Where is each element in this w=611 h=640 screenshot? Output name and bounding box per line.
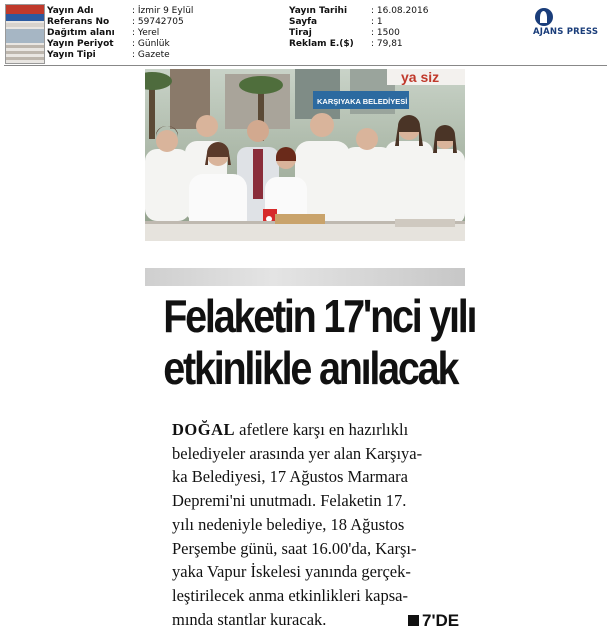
meta-row [289, 17, 428, 28]
square-bullet-icon [408, 615, 419, 626]
meta-value: : Günlük [132, 39, 170, 49]
meta-label: Sayfa [289, 17, 318, 27]
municipality-sign-text: KARŞIYAKA BELEDİYESİ [317, 97, 408, 106]
meta-row [47, 50, 193, 61]
meta-value: : 79,81 [371, 39, 403, 49]
body-line: yaka Vapur İskelesi yanında gerçek- [172, 562, 411, 582]
logo-icon [535, 8, 553, 26]
meta-value: : 1500 [371, 28, 400, 38]
headline-line: etkinlikle anılacak [163, 342, 458, 394]
meta-label: Yayın Tipi [47, 50, 96, 60]
publication-info-right [289, 6, 428, 50]
meta-label: Dağıtım alanı [47, 28, 115, 38]
first-line-text: afetlere karşı en hazırlıklı [235, 420, 409, 439]
meta-label: Referans No [47, 17, 110, 27]
logo-text: AJANS PRESS [533, 27, 599, 37]
meta-value: : Yerel [132, 28, 160, 38]
meta-value: : 59742705 [132, 17, 184, 27]
meta-row [47, 39, 193, 50]
headline-line: Felaketin 17'nci yılı [163, 290, 476, 342]
publication-info-left [47, 6, 193, 61]
meta-label: Yayın Periyot [47, 39, 114, 49]
image-strip [145, 268, 465, 286]
meta-label: Reklam E.($) [289, 39, 354, 49]
clipping-header [0, 0, 611, 66]
meta-row [289, 28, 428, 39]
continued-on-page-7[interactable] [408, 611, 459, 631]
body-line: belediyeler arasında yer alan Karşıya- [172, 443, 423, 463]
meta-row [47, 6, 193, 17]
meta-row [289, 39, 428, 50]
body-line: Depremi'ni unutmadı. Felaketin 17. [172, 491, 407, 511]
meta-label: Tiraj [289, 28, 312, 38]
lead-word: DOĞAL [172, 420, 236, 439]
body-line: Perşembe günü, saat 16.00'da, Karşı- [172, 538, 417, 558]
meta-value: : İzmir 9 Eylül [132, 6, 194, 16]
body-line: leştirilecek anma etkinlikleri kapsa- [172, 585, 408, 605]
ajans-press-logo [531, 8, 607, 38]
meta-row [47, 17, 193, 28]
meta-label: Yayın Adı [47, 6, 94, 16]
article-body [172, 418, 472, 631]
meta-value: : 1 [371, 17, 383, 27]
meta-value: : 16.08.2016 [371, 6, 429, 16]
meta-row [47, 28, 193, 39]
meta-label: Yayın Tarihi [289, 6, 348, 16]
header-divider [4, 65, 607, 66]
body-line: ka Belediyesi, 17 Ağustos Marmara [172, 467, 408, 487]
banner-text: ya siz [401, 69, 440, 85]
body-line: mında stantlar kuracak. [172, 609, 327, 629]
body-line [172, 418, 472, 442]
meta-row [289, 6, 428, 17]
jump-label: 7'DE [422, 611, 460, 630]
body-line: yılı nedeniyle belediye, 18 Ağustos [172, 514, 405, 534]
newspaper-thumbnail[interactable] [5, 4, 45, 64]
article-photo [145, 69, 465, 241]
article-headline [140, 290, 476, 394]
meta-value: : Gazete [132, 50, 170, 60]
